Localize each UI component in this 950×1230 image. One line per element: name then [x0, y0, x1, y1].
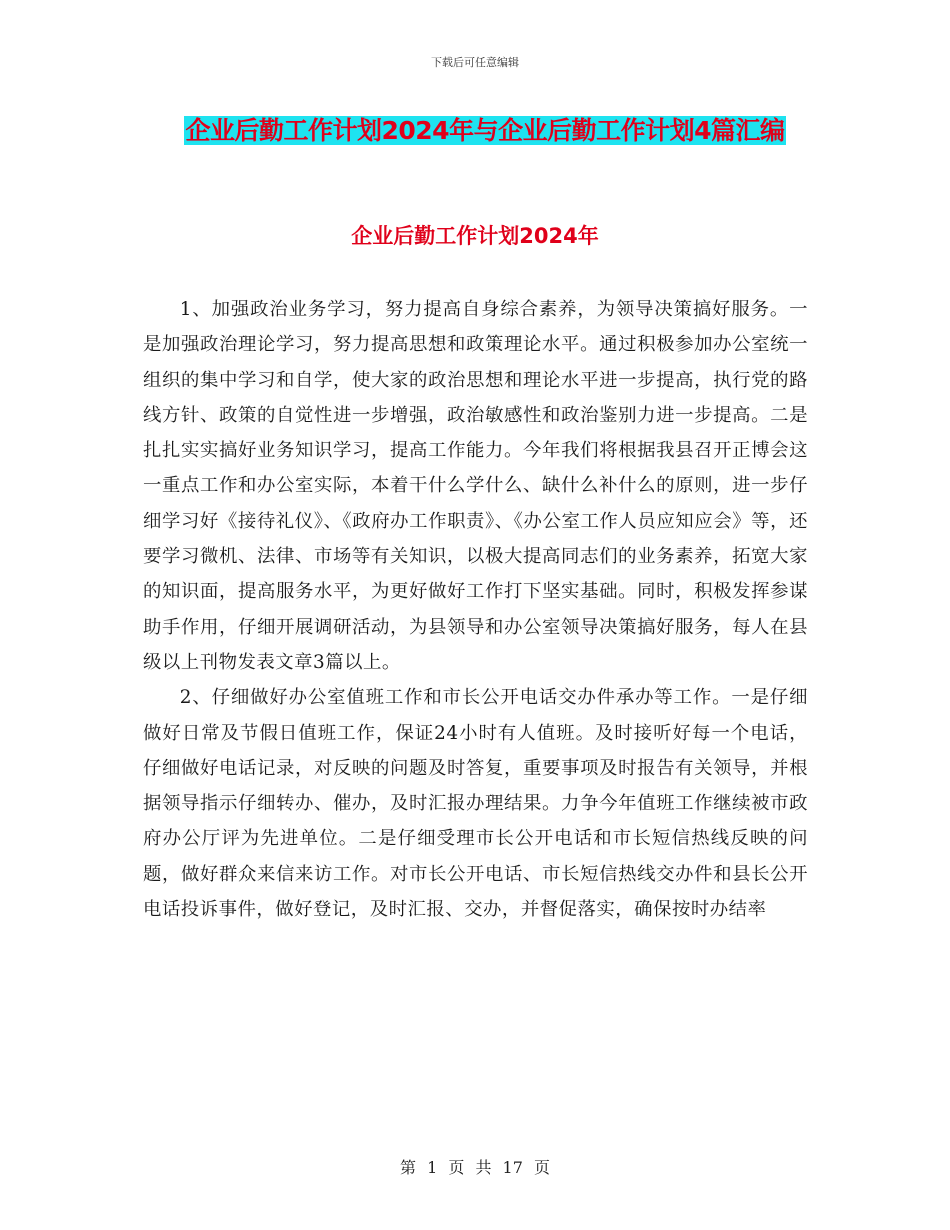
body-paragraph-1: 1、加强政治业务学习，努力提高自身综合素养，为领导决策搞好服务。一是加强政治理论学习，努力提高思想和政策理论水平。通过积极参加办公室统一组织的集中学习和自学，使大家的政治思想和理论水平进一步提高，执行党的路线方针、政策的自觉性进一步增强，政治敏感性和政治鉴别力进一步提高。二是扎扎实实搞好业务知识学习，提高工作能力。今年我们将根据我县召开正博会这一重点工作和办公室实际，本着干什么学什么、缺什么补什么的原则，进一步仔细学习好《接待礼仪》、《政府办工作职责》、《办公室工作人员应知应会》等，还要学习微机、法律、市场等有关知识，以极大提高同志们的业务素养，拓宽大家的知识面，提高服务水平，为更好做好工作打下坚实基础。同时，积极发挥参谋助手作用，仔细开展调研活动，为县领导和办公室领导决策搞好服务，每人在县级以上刊物发表文章3篇以上。 [143, 299, 808, 673]
document-title-text: 企业后勤工作计划2024年与企业后勤工作计划4篇汇编 [185, 116, 785, 145]
section-title: 企业后勤工作计划2024年 [351, 224, 599, 248]
page-header: 下载后可任意编辑 [431, 56, 519, 69]
document-title [140, 110, 830, 151]
page-number-footer: 第 1 页 共 17 页 [400, 1158, 550, 1177]
body-paragraph-2: 2、仔细做好办公室值班工作和市长公开电话交办件承办等工作。一是仔细做好日常及节假日值班工作，保证24小时有人值班。及时接听好每一个电话，仔细做好电话记录，对反映的问题及时答复，重要事项及时报告有关领导，并根据领导指示仔细转办、催办，及时汇报办理结果。力争今年值班工作继续被市政府办公厅评为先进单位。二是仔细受理市长公开电话和市长短信热线反映的问题，做好群众来信来访工作。对市长公开电话、市长短信热线交办件和县长公开电话投诉事件，做好登记，及时汇报、交办，并督促落实，确保按时办结率 [143, 687, 808, 921]
document-body [143, 292, 808, 927]
